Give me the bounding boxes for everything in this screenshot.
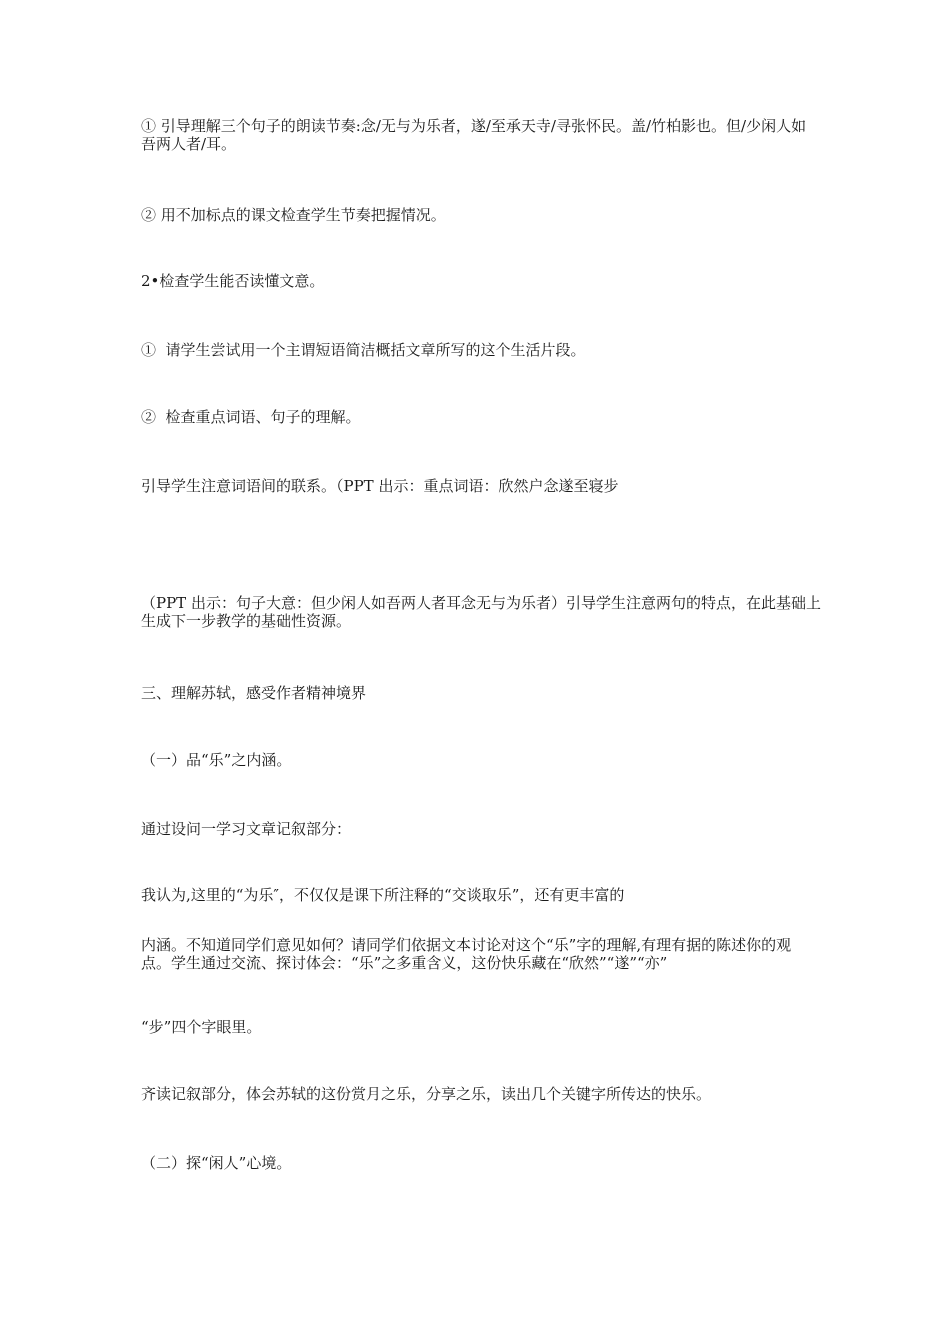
section-heading-understand-sushi: 三、理解苏轼，感受作者精神境界	[141, 684, 367, 702]
paragraph-sentence-meaning: （PPT 出示：句子大意：但少闲人如吾两人者耳念无与为乐者）引导学生注意两句的特点，在此基础上生成下一步教学的基础性资源。	[141, 594, 821, 630]
paragraph-comprehension-heading: 2•检查学生能否读懂文意。	[141, 272, 325, 290]
paragraph-summary-task: ① 请学生尝试用一个主谓短语简洁概括文章所写的这个生活片段。	[141, 341, 586, 359]
paragraph-key-words-check: ② 检查重点词语、句子的理解。	[141, 408, 361, 426]
paragraph-reading-rhythm: ① 引导理解三个句子的朗读节奏:念/无与为乐者，遂/至承天寺/寻张怀民。盖/竹柏影也。但/少闲人如吾两人者/耳。	[141, 117, 807, 153]
paragraph-question-intro: 通过设问一学习文章记叙部分：	[141, 820, 352, 838]
paragraph-my-view: 我认为,这里的“为乐″，不仅仅是课下所注释的“交谈取乐”，还有更丰富的	[141, 886, 625, 904]
paragraph-read-aloud: 齐读记叙部分，体会苏轼的这份赏月之乐，分享之乐，读出几个关键字所传达的快乐。	[141, 1085, 712, 1103]
paragraph-unpunctuated-check: ② 用不加标点的课文检查学生节奏把握情况。	[141, 206, 446, 224]
paragraph-four-words: “步”四个字眼里。	[141, 1018, 262, 1036]
subheading-idle-mood: （二）探“闲人”心境。	[141, 1154, 292, 1172]
subheading-joy-meaning: （一）品“乐”之内涵。	[141, 751, 292, 769]
paragraph-discussion: 内涵。不知道同学们意见如何？请同学们依据文本讨论对这个“乐”字的理解,有理有据的陈述你的观点。学生通过交流、探讨体会：“乐”之多重含义，这份快乐藏在“欣然”“遂”“亦”	[141, 936, 792, 972]
paragraph-word-connections: 引导学生注意词语间的联系。（PPT 出示：重点词语：欣然户念遂至寝步	[141, 477, 619, 495]
